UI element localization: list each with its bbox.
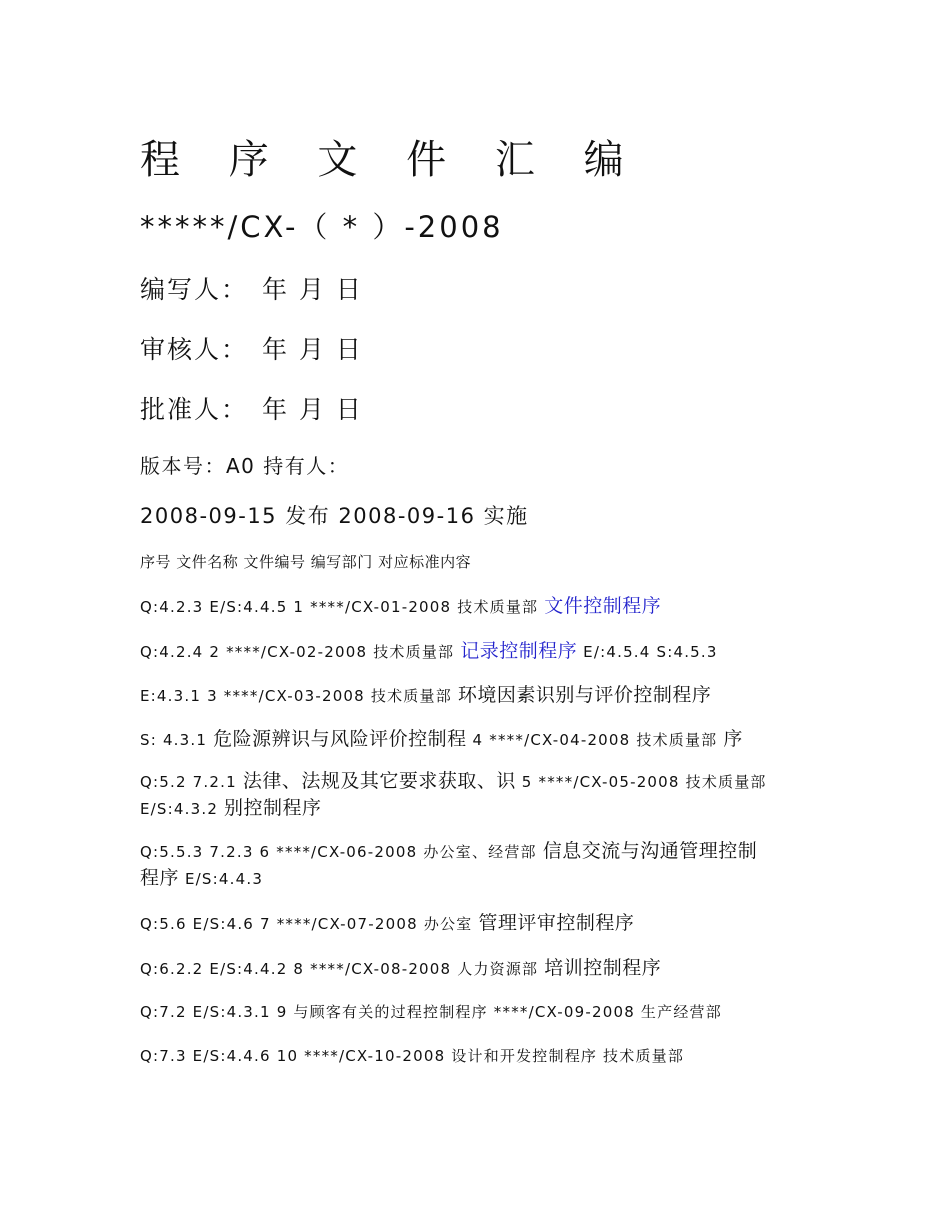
table-row xyxy=(140,1001,722,1022)
row-text: 4 ****/CX-04-2008 技术质量部 xyxy=(466,731,724,749)
table-row xyxy=(140,838,820,892)
doc-name: 培训控制程序 xyxy=(544,957,662,979)
doc-name: 信息交流与沟通管理控制 xyxy=(542,840,758,862)
table-row xyxy=(140,636,718,663)
document-title: 程 序 文 件 汇 编 xyxy=(140,137,642,183)
table-row xyxy=(140,768,820,822)
doc-name: 序 xyxy=(723,728,743,750)
row-text: Q:7.2 E/S:4.3.1 9 与顾客有关的过程控制程序 ****/CX-09-2008 生产经营部 xyxy=(140,1003,722,1021)
doc-name: 危险源辨识与风险评价控制程 xyxy=(213,728,467,750)
signature-line-approver xyxy=(140,390,363,426)
row-text: Q:5.6 E/S:4.6 7 ****/CX-07-2008 办公室 xyxy=(140,915,479,933)
row-text: Q:4.2.4 2 ****/CX-02-2008 技术质量部 xyxy=(140,643,461,661)
release-line: 2008-09-15 发布 2008-09-16 实施 xyxy=(140,504,529,528)
document-code: *****/CX-（ * ）-2008 xyxy=(140,210,504,244)
row-text: Q:6.2.2 E/S:4.4.2 8 ****/CX-08-2008 人力资源部 xyxy=(140,960,545,978)
doc-name: 程序 xyxy=(140,867,180,889)
table-row xyxy=(140,908,634,935)
signature-date: 年 月 日 xyxy=(262,275,363,304)
signature-role: 编写人： xyxy=(140,275,249,304)
signature-role: 审核人： xyxy=(140,335,249,364)
doc-name: 别控制程序 xyxy=(224,797,322,819)
row-text: E/S:4.3.2 xyxy=(140,800,225,818)
row-text: Q:5.2 7.2.1 xyxy=(140,773,243,791)
row-text: Q:7.3 E/S:4.4.6 10 ****/CX-10-2008 设计和开发控制程序 技术质量部 xyxy=(140,1047,685,1065)
table-row xyxy=(140,680,711,707)
doc-name: 法律、法规及其它要求获取、识 xyxy=(242,770,516,792)
doc-link-record-control[interactable]: 记录控制程序 xyxy=(460,640,578,662)
row-text: 5 ****/CX-05-2008 技术质量部 xyxy=(515,773,767,791)
row-text: Q:5.5.3 7.2.3 6 ****/CX-06-2008 办公室、经营部 xyxy=(140,843,543,861)
version-line: 版本号：A0 持有人： xyxy=(140,454,350,478)
row-text: S: 4.3.1 xyxy=(140,731,214,749)
row-text: E/:4.5.4 S:4.5.3 xyxy=(577,643,718,661)
table-header: 序号 文件名称 文件编号 编写部门 对应标准内容 xyxy=(140,553,472,571)
doc-name: 管理评审控制程序 xyxy=(478,912,635,934)
table-row xyxy=(140,591,661,618)
signature-line-reviewer xyxy=(140,330,363,366)
doc-name: 环境因素识别与评价控制程序 xyxy=(457,684,712,706)
signature-date: 年 月 日 xyxy=(262,395,363,424)
signature-date: 年 月 日 xyxy=(262,335,363,364)
signature-role: 批准人： xyxy=(140,395,249,424)
table-row xyxy=(140,1045,684,1066)
row-text: E:4.3.1 3 ****/CX-03-2008 技术质量部 xyxy=(140,687,458,705)
signature-line-author xyxy=(140,270,363,306)
table-row xyxy=(140,724,743,751)
doc-link-file-control[interactable]: 文件控制程序 xyxy=(544,595,662,617)
table-row xyxy=(140,953,661,980)
row-text: Q:4.2.3 E/S:4.4.5 1 ****/CX-01-2008 技术质量部 xyxy=(140,598,545,616)
row-text: E/S:4.4.3 xyxy=(179,870,264,888)
